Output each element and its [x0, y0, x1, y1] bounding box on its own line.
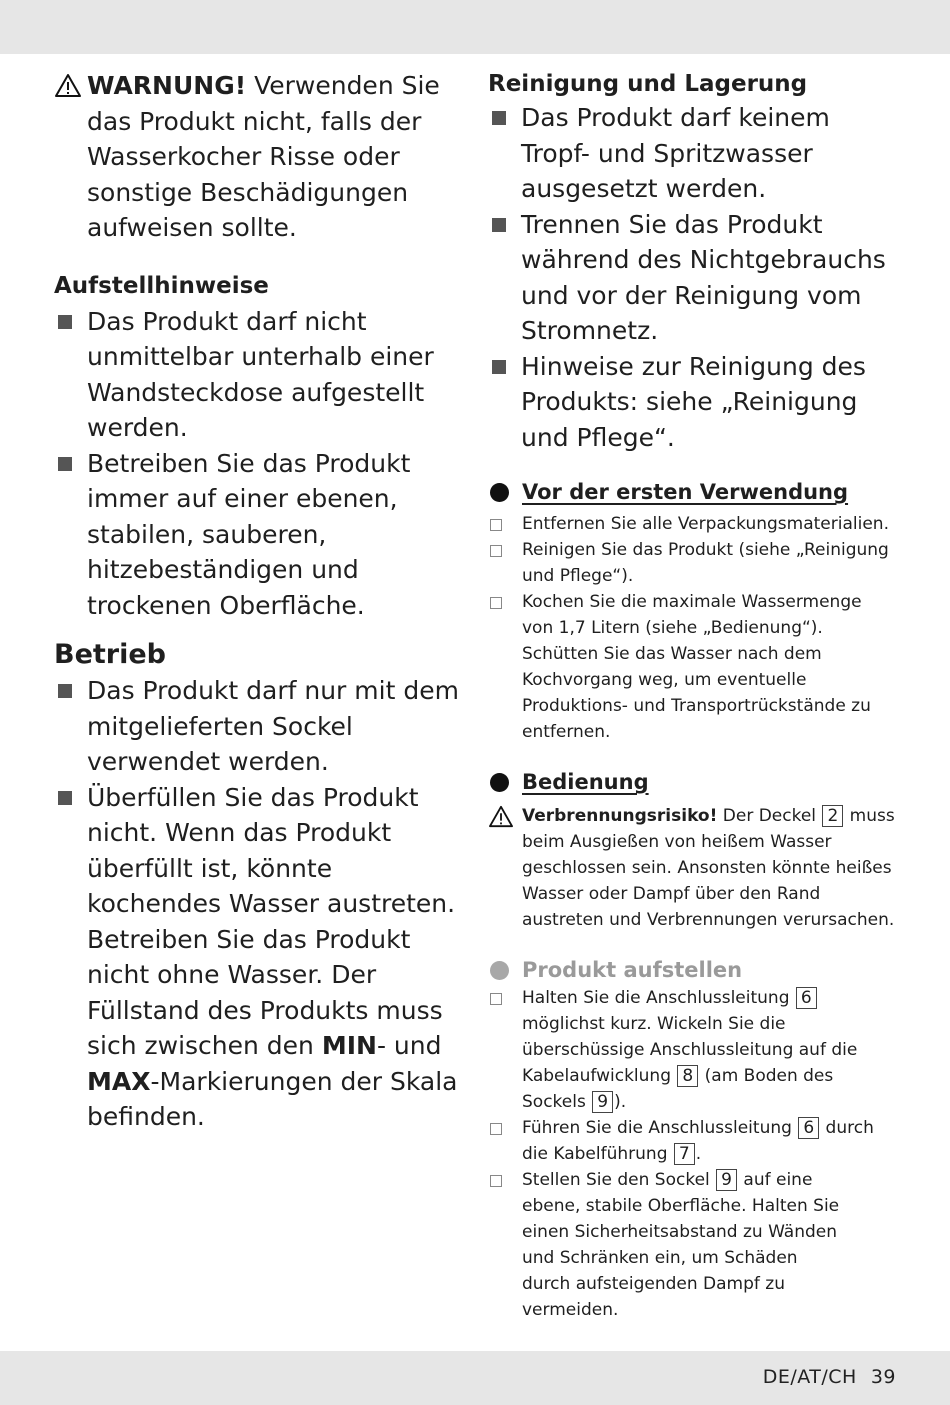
max-marker: MAX: [87, 1066, 151, 1096]
square-bullet-icon: [492, 218, 506, 232]
setup-product-item: Halten Sie die Anschlussleitung 6 möglichst kurz. Wickeln Sie die überschüssige Anschlussleitung auf die Kabelaufwicklung 8 (am Boden des Sockels 9 ).: [488, 985, 898, 1115]
part-number: 2: [822, 805, 843, 827]
setup-heading: Aufstellhinweise: [54, 272, 269, 299]
cleaning-item: Das Produkt darf keinem Tropf- und Spritzwasser ausgesetzt werden.: [488, 100, 898, 207]
square-bullet-icon: [58, 457, 72, 471]
warning-paragraph: [54, 68, 464, 246]
part-number: 6: [796, 987, 817, 1009]
setup-product-item: Führen Sie die Anschlussleitung 6 durch die Kabelführung 7 .: [488, 1115, 898, 1167]
part-number: 7: [674, 1143, 695, 1165]
part-number: 6: [798, 1117, 819, 1139]
first-use-heading: Vor der ersten Verwendung: [488, 477, 898, 507]
warning-label: WARNUNG!: [87, 71, 247, 100]
burn-warning: Verbrennungsrisiko! Der Deckel 2 muss beim Ausgießen von heißem Wasser geschlossen sein. Ansonsten könnte heißes Wasser oder Dampf über den Rand austreten und Verbrennungen verursachen.: [488, 803, 898, 933]
warning-triangle-icon: [488, 805, 514, 836]
operation-heading: Betrieb: [54, 639, 167, 670]
checkbox-icon: [490, 1175, 502, 1187]
bullet-dot-icon: [490, 961, 509, 980]
warning-text: Verwenden Sie das Produkt nicht, falls der Wasserkocher Risse oder sonstige Beschädigungen aufweisen sollte.: [87, 71, 440, 242]
page-footer: [763, 1366, 896, 1388]
square-bullet-icon: [58, 315, 72, 329]
cleaning-item: Trennen Sie das Produkt während des Nichtgebrauchs und vor der Reinigung vom Stromnetz.: [488, 207, 898, 349]
setup-product-item: Stellen Sie den Sockel 9 auf eine ebene, stabile Oberfläche. Halten Sie einen Sicherheitsabstand zu Wänden und Schränken ein, um Schäden durch aufsteigenden Dampf zu vermeiden.: [488, 1167, 842, 1323]
checkbox-icon: [490, 1123, 502, 1135]
region-label: DE/AT/CH: [762, 1366, 857, 1388]
setup-item: Das Produkt darf nicht unmittelbar unterhalb einer Wandsteckdose aufgestellt werden.: [54, 304, 464, 446]
setup-item: Betreiben Sie das Produkt immer auf einer ebenen, stabilen, sauberen, hitzebeständigen und trockenen Oberfläche.: [54, 446, 464, 624]
first-use-item: Reinigen Sie das Produkt (siehe „Reinigung und Pflege“).: [488, 537, 898, 589]
square-bullet-icon: [58, 791, 72, 805]
square-bullet-icon: [58, 684, 72, 698]
square-bullet-icon: [492, 111, 506, 125]
setup-product-heading: Produkt aufstellen: [488, 955, 898, 985]
cleaning-item: Hinweise zur Reinigung des Produkts: siehe „Reinigung und Pflege“.: [488, 349, 898, 456]
top-bar: [0, 0, 950, 54]
usage-heading: Bedienung: [488, 767, 898, 797]
cleaning-heading: Reinigung und Lagerung: [488, 71, 808, 97]
bullet-dot-icon: [490, 483, 509, 502]
operation-item: Das Produkt darf nur mit dem mitgelieferten Sockel verwendet werden.: [54, 673, 464, 780]
operation-item: Überfüllen Sie das Produkt nicht. Wenn das Produkt überfüllt ist, könnte kochendes Wasser austreten. Betreiben Sie das Produkt nicht ohne Wasser. Der Füllstand des Produkts muss sich zwischen den MIN- und MAX-Markierungen der Skala befinden.: [54, 780, 464, 1135]
part-number: 9: [716, 1169, 737, 1191]
checkbox-icon: [490, 597, 502, 609]
right-column: [488, 68, 898, 1323]
warning-triangle-icon: [54, 72, 82, 108]
min-marker: MIN: [321, 1031, 377, 1060]
checkbox-icon: [490, 519, 502, 531]
bullet-dot-icon: [490, 773, 509, 792]
checkbox-icon: [490, 993, 502, 1005]
part-number: 8: [677, 1065, 698, 1087]
part-number: 9: [592, 1091, 613, 1113]
square-bullet-icon: [492, 360, 506, 374]
checkbox-icon: [490, 545, 502, 557]
left-column: [54, 68, 464, 1135]
first-use-item: Kochen Sie die maximale Wassermenge von 1,7 Litern (siehe „Bedienung“). Schütten Sie das Wasser nach dem Kochvorgang weg, um eventuelle Produktions- und Transportrückstände zu entfernen.: [488, 589, 898, 745]
page-number: 39: [870, 1366, 896, 1388]
first-use-item: Entfernen Sie alle Verpackungsmaterialien.: [488, 511, 898, 537]
